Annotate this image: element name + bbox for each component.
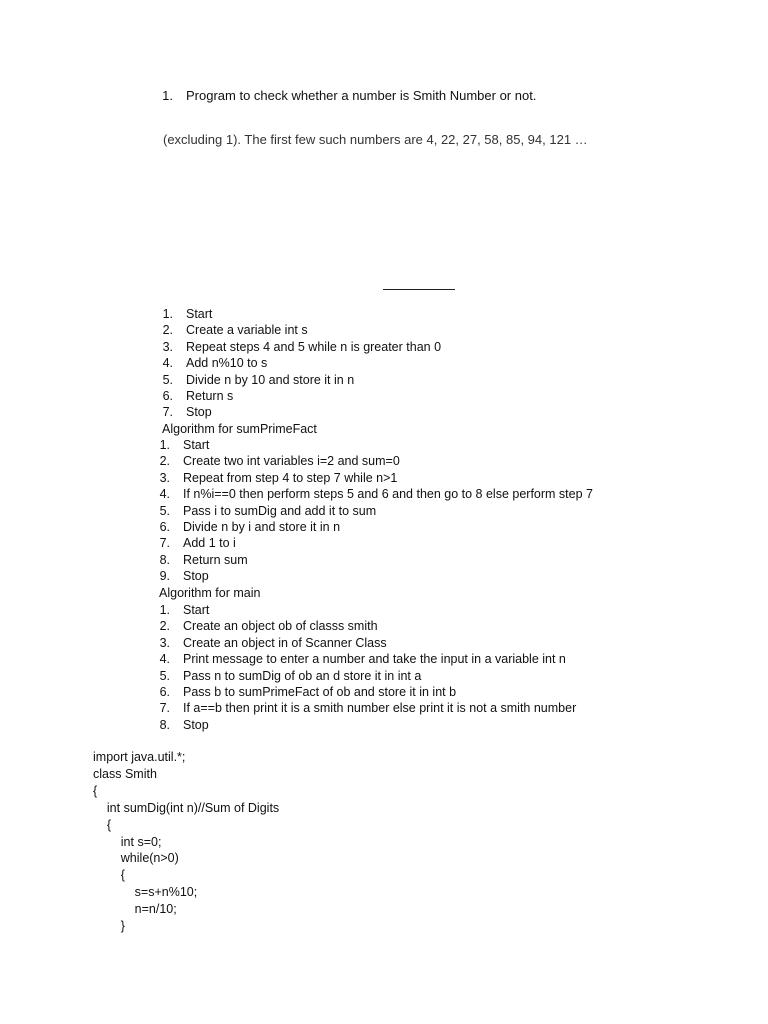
step-text: Pass i to sumDig and add it to sum xyxy=(183,503,377,518)
step-number: 5. xyxy=(159,668,170,683)
step-text: Add 1 to i xyxy=(183,536,236,551)
step-text: Stop xyxy=(186,405,212,420)
step-text: Return s xyxy=(186,389,234,403)
step-text: If n%i==0 then perform steps 5 and 6 and then go to 8 else perform step 7 xyxy=(183,487,593,502)
step-text: Repeat from step 4 to step 7 while n>1 xyxy=(183,470,398,485)
step-text: If a==b then print it is a smith number else print it is not a smith number xyxy=(183,701,577,716)
step-number: 5. xyxy=(162,372,173,387)
step-text: Add n%10 to s xyxy=(186,356,268,371)
step-text: Create an object in of Scanner Class xyxy=(183,635,387,650)
step-number: 1. xyxy=(159,438,170,452)
step-number: 4. xyxy=(162,356,173,371)
step-number: 7. xyxy=(159,536,170,551)
code-line: int s=0; xyxy=(93,834,162,849)
step-number: 2. xyxy=(162,323,173,338)
code-line: } xyxy=(93,919,125,933)
step-text: Divide n by i and store it in n xyxy=(183,520,341,534)
step-text: Repeat steps 4 and 5 while n is greater than 0 xyxy=(186,339,442,354)
heading-number: 1. xyxy=(162,88,173,103)
step-number: 7. xyxy=(162,405,173,420)
code-line: class Smith xyxy=(93,766,157,781)
code-line: import java.util.*; xyxy=(93,750,186,764)
code-line: { xyxy=(93,817,112,832)
step-text: Divide n by 10 and store it in n xyxy=(186,372,355,387)
step-text: Return sum xyxy=(183,552,248,567)
step-text: Start xyxy=(186,307,213,321)
step-number: 8. xyxy=(159,717,170,732)
step-number: 6. xyxy=(159,685,170,699)
step-text: Create an object ob of classs smith xyxy=(183,619,378,634)
step-text: Pass n to sumDig of ob an d store it in int a xyxy=(183,668,422,683)
step-number: 9. xyxy=(159,569,170,584)
step-number: 2. xyxy=(159,619,170,634)
code-line: s=s+n%10; xyxy=(93,885,198,900)
step-text: Pass b to sumPrimeFact of ob and store it in int b xyxy=(183,685,457,699)
heading-text: Program to check whether a number is Smith Number or not. xyxy=(186,88,537,103)
code-line: { xyxy=(93,783,98,798)
algorithm-sumprimefact-title: Algorithm for sumPrimeFact xyxy=(162,422,317,436)
code-line: while(n>0) xyxy=(93,851,179,866)
step-number: 1. xyxy=(159,603,170,617)
step-number: 3. xyxy=(159,635,170,650)
step-number: 3. xyxy=(159,470,170,485)
step-number: 4. xyxy=(159,487,170,502)
step-text: Stop xyxy=(183,569,209,584)
step-text: Start xyxy=(183,603,210,617)
intro-text: (excluding 1). The first few such numbers are 4, 22, 27, 58, 85, 94, 121 … xyxy=(163,132,588,147)
step-number: 4. xyxy=(159,652,170,667)
step-number: 5. xyxy=(159,503,170,518)
code-line: n=n/10; xyxy=(93,902,177,917)
step-text: Stop xyxy=(183,717,209,732)
separator-line xyxy=(383,289,455,290)
step-number: 2. xyxy=(159,454,170,469)
step-number: 7. xyxy=(159,701,170,716)
step-text: Start xyxy=(183,438,210,452)
step-text: Create two int variables i=2 and sum=0 xyxy=(183,454,400,469)
step-number: 1. xyxy=(162,307,173,321)
step-text: Print message to enter a number and take the input in a variable int n xyxy=(183,652,566,667)
step-number: 6. xyxy=(159,520,170,534)
algorithm-main-title: Algorithm for main xyxy=(159,586,261,600)
step-number: 3. xyxy=(162,339,173,354)
code-line: int sumDig(int n)//Sum of Digits xyxy=(93,800,280,815)
step-number: 6. xyxy=(162,389,173,403)
code-line: { xyxy=(93,868,125,883)
step-text: Create a variable int s xyxy=(186,323,308,338)
step-number: 8. xyxy=(159,552,170,567)
